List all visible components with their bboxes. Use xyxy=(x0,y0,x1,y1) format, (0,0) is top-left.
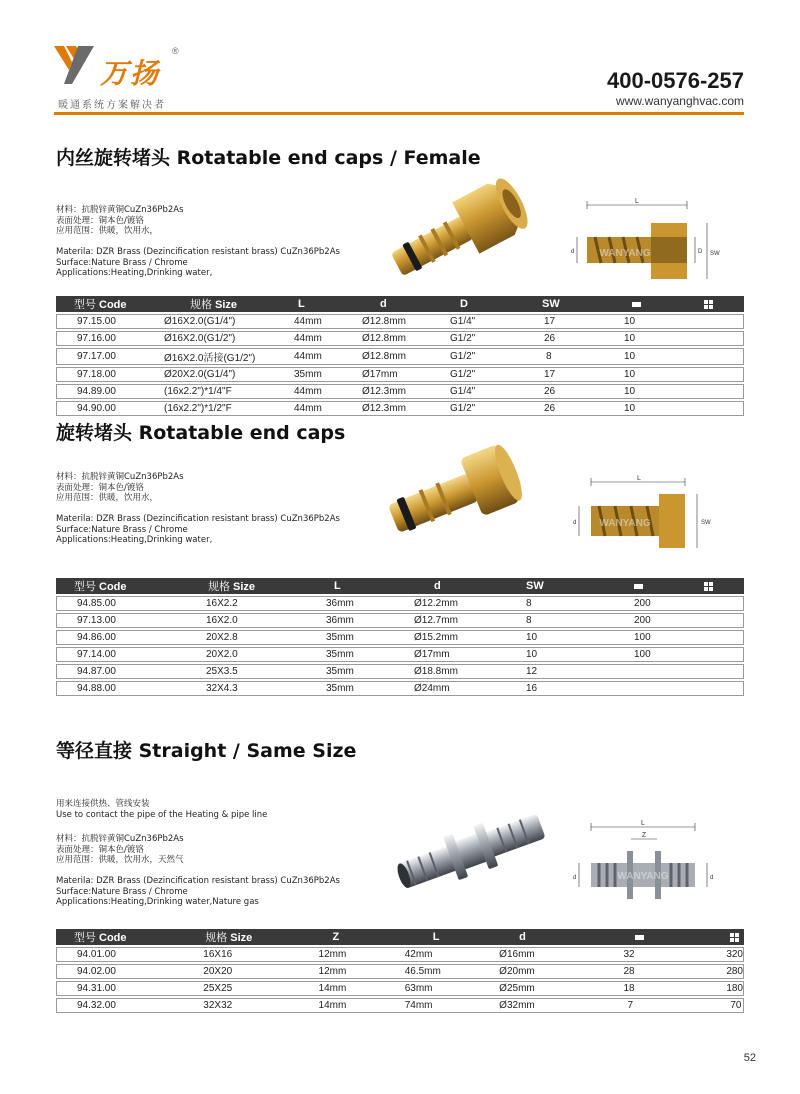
table-header-row: 型号 Code 规格 Size Z L d xyxy=(56,929,744,945)
dim-label-L: L xyxy=(635,198,639,205)
dim-label-D: D xyxy=(698,249,703,255)
table-row: 94.89.00 (16x2.2")*1/4"F 44mm Ø12.3mm G1/4" 26 10 xyxy=(56,384,744,399)
dim-label-d: d xyxy=(710,875,714,881)
table-row: 97.15.00 Ø16X2.0(G1/4") 44mm Ø12.8mm G1/4" 17 10 xyxy=(56,314,744,329)
table-row: 94.32.00 32X32 14mm 74mm Ø32mm 7 70 xyxy=(56,998,744,1013)
box-icon xyxy=(635,935,644,940)
brand-tagline: 暖通系统方案解决者 xyxy=(58,100,166,111)
carton-icon xyxy=(704,300,713,309)
section-title-straight-same-size: 等径直接 Straight / Same Size xyxy=(56,740,357,762)
table-header-row: 型号 Code 规格 Size L d SW xyxy=(56,578,744,594)
table-row: 94.87.00 25X3.5 35mm Ø18.8mm 12 xyxy=(56,664,744,679)
table-row: 94.90.00 (16x2.2")*1/2"F 44mm Ø12.3mm G1/2" 26 10 xyxy=(56,401,744,416)
table-row: 94.31.00 25X25 14mm 63mm Ø25mm 18 180 xyxy=(56,981,744,996)
table-header-row: 型号 Code 规格 Size L d D SW xyxy=(56,296,744,312)
dim-label-L: L xyxy=(637,475,641,482)
table-row: 97.18.00 Ø20X2.0(G1/4") 35mm Ø17mm G1/2" 17 10 xyxy=(56,367,744,382)
section-info: 材料：抗脱锌黄铜CuZn36Pb2As 表面处理：铜本色/镀铬 应用范围：供暖，饮用水，天然气 Materila: DZR Brass (Dezincification resistant brass) CuZn36Pb2As Surface:Nature Brass / Chrome Applications:Heating,Drinking water,Nature gas xyxy=(56,834,340,907)
registered-mark: ® xyxy=(172,46,179,56)
box-icon xyxy=(632,302,641,307)
table-row: 97.16.00 Ø16X2.0(G1/2") 44mm Ø12.8mm G1/2" 26 10 xyxy=(56,331,744,346)
carton-icon xyxy=(730,933,739,942)
carton-icon xyxy=(704,582,713,591)
section-title-rotatable-end-caps: 旋转堵头 Rotatable end caps xyxy=(56,422,346,444)
brand-name: 万扬 xyxy=(100,57,161,90)
spec-table-rotatable-end-caps xyxy=(56,576,744,698)
product-photo-female-end-cap xyxy=(380,170,540,290)
table-row: 97.17.00 Ø16X2.0活接(G1/2") 44mm Ø12.8mm G1/2" 8 10 xyxy=(56,348,744,365)
section-intro: 用来连接供热、管线安装 Use to contact the pipe of the Heating & pipe line xyxy=(56,799,268,820)
watermark: WANYANG xyxy=(617,871,669,882)
dim-label-d: d xyxy=(573,875,577,881)
dim-label-SW: SW xyxy=(701,520,711,526)
dim-label-d: d xyxy=(571,249,575,255)
section-title-female-end-caps: 内丝旋转堵头 Rotatable end caps / Female xyxy=(56,147,481,169)
watermark: WANYANG xyxy=(599,518,651,529)
table-row: 94.88.00 32X4.3 35mm Ø24mm 16 xyxy=(56,681,744,696)
dim-label-Z: Z xyxy=(641,832,647,839)
brand-logo-mark xyxy=(52,40,96,86)
section-info: 材料：抗脱锌黄铜CuZn36Pb2As 表面处理：铜本色/镀铬 应用范围：供暖，饮用水， Materila: DZR Brass (Dezincification resistant brass) CuZn36Pb2As Surface:Nature Brass / Chrome Applications:Heating,Drinking water, xyxy=(56,472,340,545)
header-divider xyxy=(54,112,744,115)
section-info: 材料：抗脱锌黄铜CuZn36Pb2As 表面处理：铜本色/镀铬 应用范围：供暖，饮用水， Materila: DZR Brass (Dezincification resistant brass) CuZn36Pb2As Surface:Nature Brass / Chrome Applications:Heating,Drinking water, xyxy=(56,205,340,278)
table-row: 94.02.00 20X20 12mm 46.5mm Ø20mm 28 280 xyxy=(56,964,744,979)
table-row: 94.85.00 16X2.2 36mm Ø12.2mm 8 200 xyxy=(56,596,744,611)
product-photo-rotatable-end-cap xyxy=(378,432,538,552)
box-icon xyxy=(634,584,643,589)
product-photo-straight-coupling xyxy=(392,802,552,902)
technical-drawing-female-end-cap xyxy=(565,195,725,295)
table-row: 97.14.00 20X2.0 35mm Ø17mm 10 100 xyxy=(56,647,744,662)
watermark: WANYANG xyxy=(599,248,651,259)
table-row: 94.01.00 16X16 12mm 42mm Ø16mm 32 320 xyxy=(56,947,744,962)
dim-label-SW: SW xyxy=(710,251,720,257)
spec-table-straight-same-size xyxy=(56,927,744,1015)
dim-label-L: L xyxy=(641,820,645,827)
dim-label-d: d xyxy=(573,520,577,526)
phone-number: 400-0576-257 xyxy=(606,68,744,93)
table-row: 94.86.00 20X2.8 35mm Ø15.2mm 10 100 xyxy=(56,630,744,645)
page-number: 52 xyxy=(743,1052,756,1064)
table-row: 97.13.00 16X2.0 36mm Ø12.7mm 8 200 xyxy=(56,613,744,628)
technical-drawing-straight-coupling xyxy=(565,815,725,915)
technical-drawing-rotatable-end-cap xyxy=(565,470,725,560)
spec-table-female-end-caps xyxy=(56,294,744,418)
website-link[interactable]: www.wanyanghvac.com xyxy=(615,94,744,108)
